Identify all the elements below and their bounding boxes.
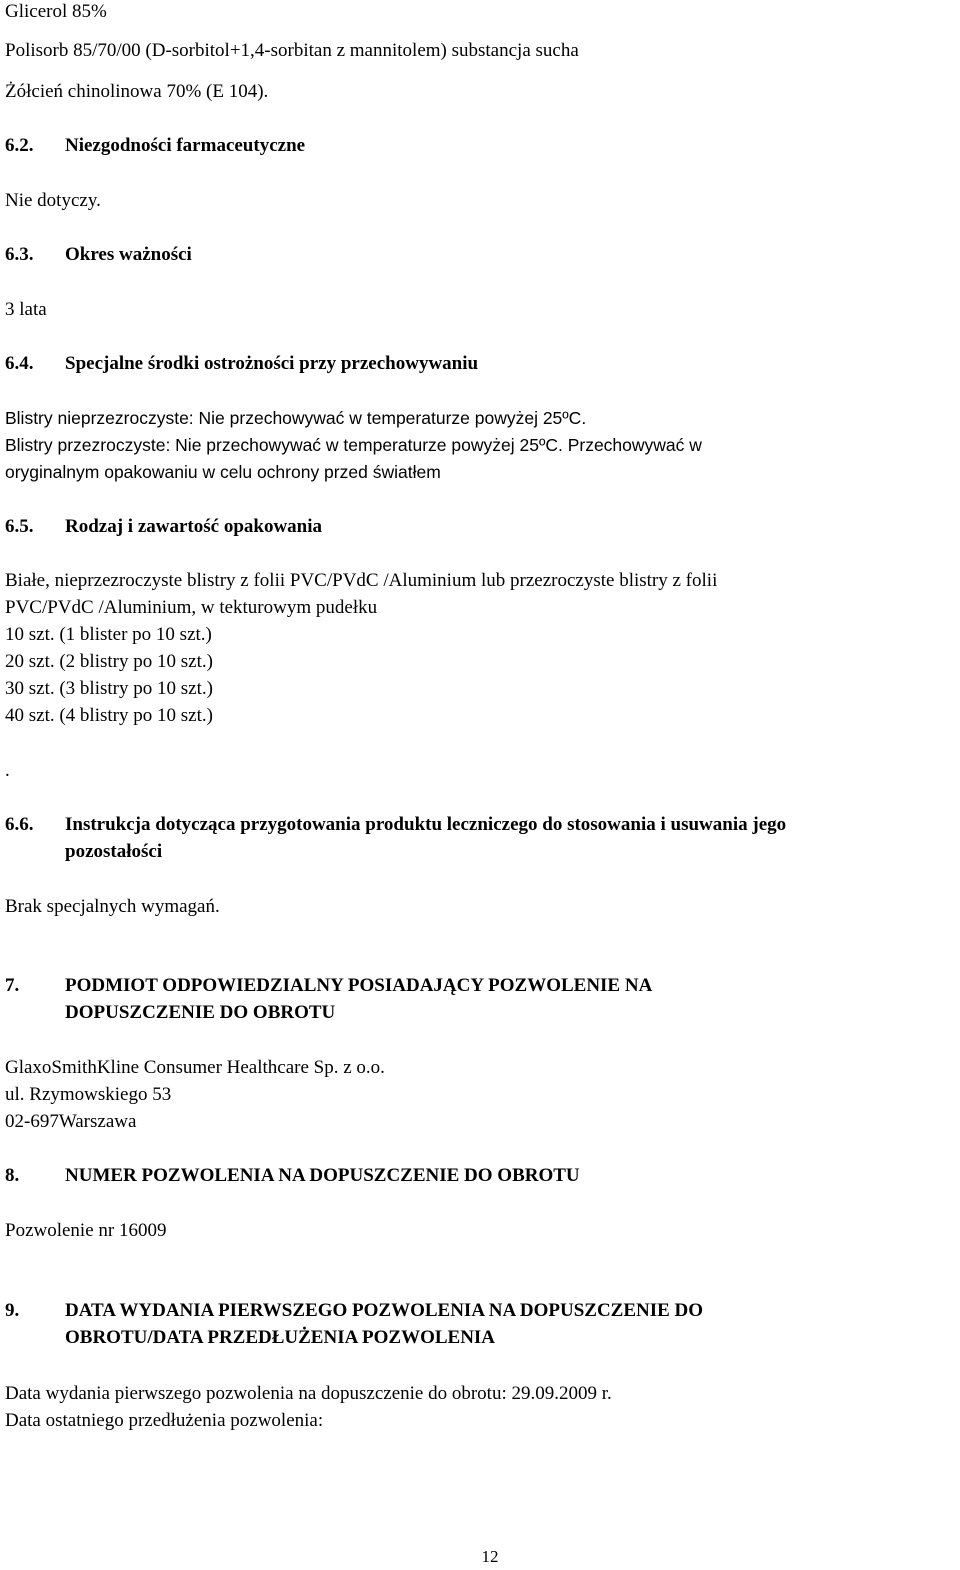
section-title: PODMIOT ODPOWIEDZIALNY POSIADAJĄCY POZWOLENIE NA <box>65 975 653 996</box>
section-6-5-line-2: PVC/PVdC /Aluminium, w tekturowym pudełku <box>5 597 378 618</box>
section-6-4-line-3: oryginalnym opakowaniu w celu ochrony przed światłem <box>5 462 441 482</box>
section-heading-8 <box>5 1162 580 1189</box>
section-title: DATA WYDANIA PIERWSZEGO POZWOLENIA NA DOPUSZCZENIE DO <box>65 1300 704 1321</box>
section-number: 6.2. <box>5 135 34 156</box>
section-6-6-body: Brak specjalnych wymagań. <box>5 896 220 917</box>
section-heading-6-2 <box>5 132 306 159</box>
pack-size-item: 20 szt. (2 blistry po 10 szt.) <box>5 651 213 672</box>
excipient-glicerol: Glicerol 85% <box>5 1 107 22</box>
section-6-4-line-2: Blistry przezroczyste: Nie przechowywać w temperaturze powyżej 25ºC. Przechowywać w <box>5 435 702 455</box>
section-heading-6-3 <box>5 241 192 268</box>
section-number: 9. <box>5 1300 20 1321</box>
authorisation-number: Pozwolenie nr 16009 <box>5 1220 167 1241</box>
section-title: Niezgodności farmaceutyczne <box>65 135 306 156</box>
section-title: NUMER POZWOLENIA NA DOPUSZCZENIE DO OBROTU <box>65 1165 580 1186</box>
section-number: 6.4. <box>5 353 34 374</box>
company-city: 02-697Warszawa <box>5 1111 137 1132</box>
section-heading-6-6 <box>5 811 787 838</box>
section-number: 6.5. <box>5 516 34 537</box>
section-title: Rodzaj i zawartość opakowania <box>65 516 323 537</box>
section-number: 7. <box>5 975 20 996</box>
section-number: 6.6. <box>5 814 34 835</box>
section-6-5-line-1: Białe, nieprzezroczyste blistry z folii PVC/PVdC /Aluminium lub przezroczyste blistry z folii <box>5 570 718 591</box>
section-title-cont: OBROTU/DATA PRZEDŁUŻENIA POZWOLENIA <box>65 1327 496 1348</box>
section-title: Specjalne środki ostrożności przy przechowywaniu <box>65 353 479 374</box>
excipient-zolcien: Żółcień chinolinowa 70% (E 104). <box>5 81 269 102</box>
pack-size-item: 30 szt. (3 blistry po 10 szt.) <box>5 678 213 699</box>
section-heading-7 <box>5 972 653 999</box>
excipient-polisorb: Polisorb 85/70/00 (D-sorbitol+1,4-sorbitan z mannitolem) substancja sucha <box>5 40 579 61</box>
section-number: 8. <box>5 1165 20 1186</box>
section-title-cont: pozostałości <box>65 841 163 862</box>
section-heading-9 <box>5 1297 704 1324</box>
first-authorisation-date: Data wydania pierwszego pozwolenia na dopuszczenie do obrotu: 29.09.2009 r. <box>5 1383 612 1404</box>
section-title: Okres ważności <box>65 244 192 265</box>
pack-size-item: 10 szt. (1 blister po 10 szt.) <box>5 624 212 645</box>
section-6-3-body: 3 lata <box>5 299 47 320</box>
company-name: GlaxoSmithKline Consumer Healthcare Sp. z o.o. <box>5 1057 385 1078</box>
page-number: 12 <box>481 1547 499 1566</box>
section-title-cont: DOPUSZCZENIE DO OBROTU <box>65 1002 336 1023</box>
company-street: ul. Rzymowskiego 53 <box>5 1084 172 1105</box>
section-6-2-body: Nie dotyczy. <box>5 190 101 211</box>
section-6-4-line-1: Blistry nieprzezroczyste: Nie przechowywać w temperaturze powyżej 25ºC. <box>5 408 587 428</box>
last-renewal-date: Data ostatniego przedłużenia pozwolenia: <box>5 1410 324 1431</box>
stray-dot: . <box>5 760 10 781</box>
section-number: 6.3. <box>5 244 34 265</box>
section-title: Instrukcja dotycząca przygotowania produktu leczniczego do stosowania i usuwania jego <box>65 814 787 835</box>
pack-size-item: 40 szt. (4 blistry po 10 szt.) <box>5 705 213 726</box>
section-heading-6-5 <box>5 513 323 540</box>
section-heading-6-4 <box>5 350 479 377</box>
